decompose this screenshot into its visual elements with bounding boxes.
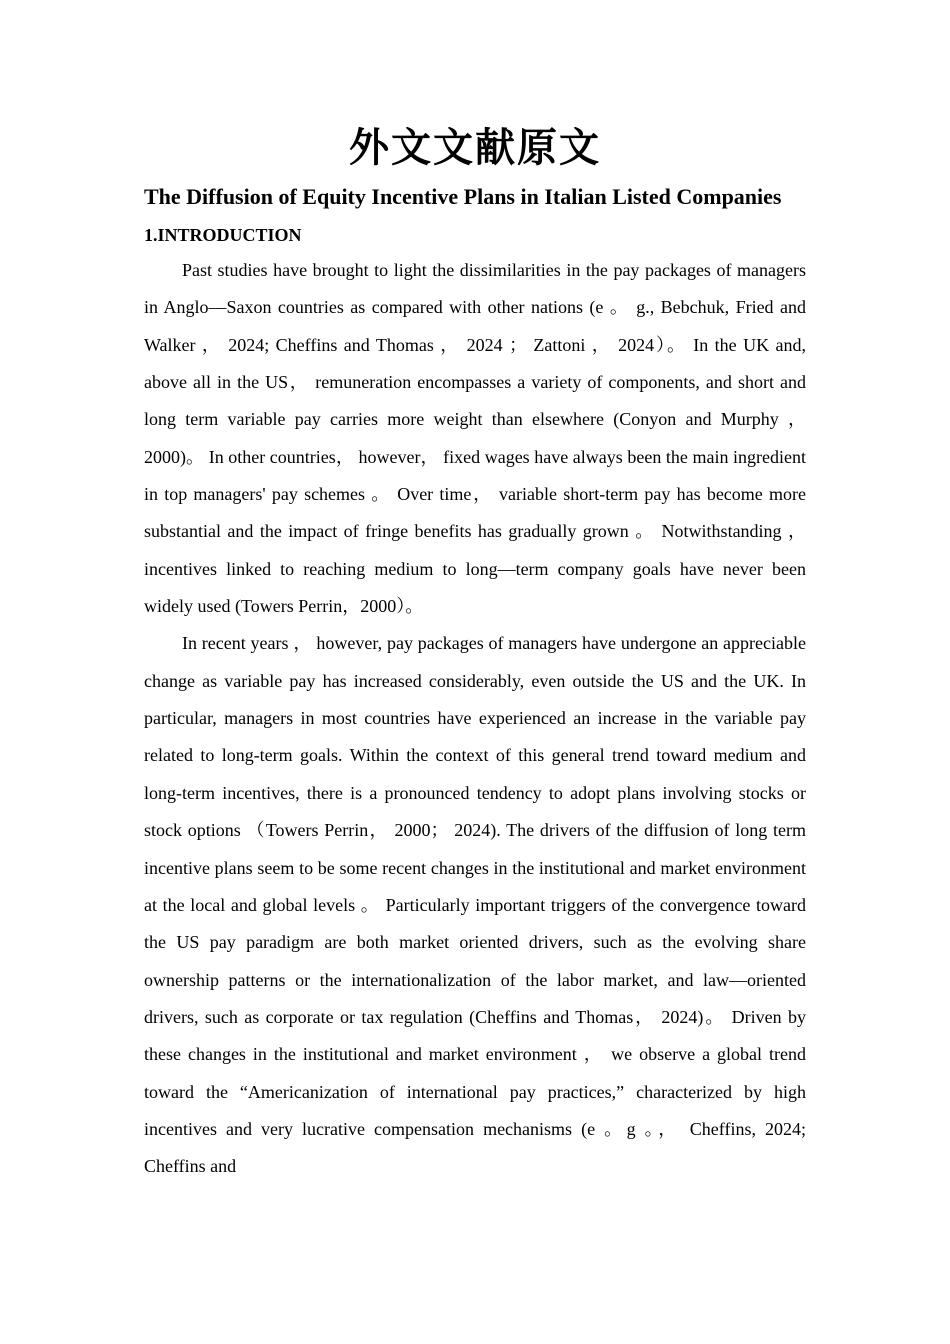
paragraph: In recent years ， however, pay packages of managers have undergone an appreciable change as variable pay has increased considerably, even outside the US and the UK. In particular, managers in most countries have experienced an increase in the variable pay related to long-term goals. Within the context of this general trend toward medium and long-term incentives, there is a pronounced tendency to adopt plans involving stocks or stock options （Towers Perrin， 2000； 2024). The drivers of the diffusion of long term incentive plans seem to be some recent changes in the institutional and market environment at the local and global levels 。 Particularly important triggers of the convergence toward the US pay paradigm are both market oriented drivers, such as the evolving share ownership patterns or the internationalization of the labor market, and law—oriented drivers, such as corporate or tax regulation (Cheffins and Thomas， 2024)。 Driven by these changes in the institutional and market environment ， we observe a global trend toward the “Americanization of international pay practices,” characterized by high incentives and very lucrative compensation mechanisms (e 。g 。， Cheffins, 2024; Cheffins and [144, 633, 806, 1177]
section-heading: 1.INTRODUCTION [144, 225, 302, 245]
paper-title: The Diffusion of Equity Incentive Plans in Italian Listed Companies [144, 184, 782, 209]
document-heading: 外文文献原文 [349, 124, 601, 171]
paragraph: Past studies have brought to light the dissimilarities in the pay packages of managers in Anglo—Saxon countries as compared with other nations (e 。 g., Bebchuk, Fried and Walker ， 2024; Cheffins and Thomas ， 2024 ； Zattoni ， 2024）。 In the UK and, above all in the US， remuneration encompasses a variety of components, and short and long term variable pay carries more weight than elsewhere (Conyon and Murphy ， 2000)。 In other countries， however， fixed wages have always been the main ingredient in top managers' pay schemes 。 Over time， variable short-term pay has become more substantial and the impact of fringe benefits has gradually grown 。 Notwithstanding ， incentives linked to reaching medium to long—term company goals have never been widely used (Towers Perrin，2000）。 [144, 260, 806, 617]
body-text [144, 252, 806, 1186]
